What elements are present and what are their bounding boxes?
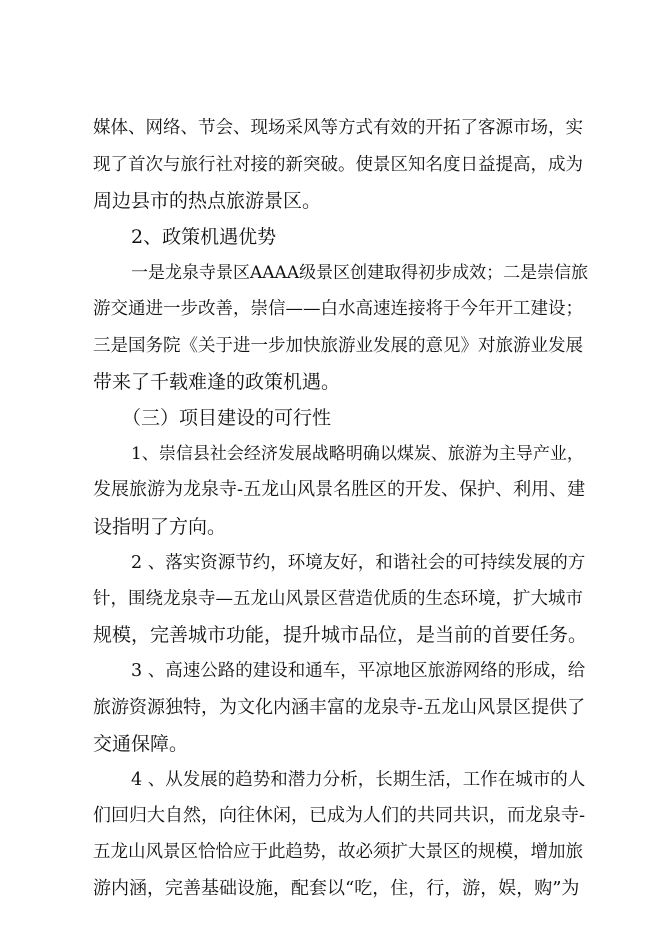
section-heading <box>0 220 662 254</box>
paragraph-line <box>0 691 662 725</box>
paragraph-line <box>0 872 662 906</box>
text-line: 现了首次与旅行社对接的新突破。使景区知名度日益提高，成为 <box>93 155 583 175</box>
paragraph-line <box>0 292 662 326</box>
text-line: 设指明了方向。 <box>93 516 227 538</box>
text-line: 1、崇信县社会经济发展战略明确以煤炭、旅游为主导产业， <box>131 444 584 464</box>
paragraph-line <box>0 546 662 580</box>
paragraph-line <box>0 727 662 761</box>
text-line: 一是龙泉寺景区AAAA级景区创建取得初步成效；二是崇信旅 <box>131 263 589 283</box>
text-line: 规模，完善城市功能，提升城市品位，是当前的首要任务。 <box>93 624 588 646</box>
text-line: 媒体、网络、节会、现场采风等方式有效的开拓了客源市场，实 <box>93 118 583 138</box>
paragraph-line <box>0 437 662 471</box>
text-line: 发展旅游为龙泉寺-五龙山风景名胜区的开发、保护、利用、建 <box>93 479 586 500</box>
paragraph-line <box>0 365 662 399</box>
text-line: 4 、从发展的趋势和潜力分析，长期生活，工作在城市的人 <box>131 770 586 790</box>
text-line: 2 、落实资源节约，环境友好，和谐社会的可持续发展的方 <box>131 553 586 573</box>
paragraph-line <box>0 148 662 182</box>
paragraph-line <box>0 111 662 145</box>
heading-text: （三）项目建设的可行性 <box>122 407 332 429</box>
text-line: 们回归大自然，向往休闲，已成为人们的共同共识，而龙泉寺- <box>93 805 586 826</box>
paragraph-line <box>0 473 662 507</box>
paragraph-line <box>0 329 662 363</box>
paragraph-line <box>0 835 662 869</box>
paragraph-line <box>0 582 662 616</box>
text-line: 游交通进一步改善，崇信——白水高速连接将于今年开工建设； <box>93 299 583 319</box>
text-line: 周边县市的热点旅游景区。 <box>93 190 322 212</box>
text-line: 游内涵，完善基础设施，配套以“吃，住，行，游，娱，购”为 <box>93 878 580 899</box>
paragraph-line <box>0 510 662 544</box>
paragraph-line <box>0 184 662 218</box>
text-line: 旅游资源独特，为文化内涵丰富的龙泉寺-五龙山风景区提供了 <box>93 697 586 718</box>
text-line: 五龙山风景区恰恰应于此趋势，故必须扩大景区的规模，增加旅 <box>93 842 583 862</box>
text-line: 带来了千载难逢的政策机遇。 <box>93 371 341 393</box>
paragraph-line <box>0 618 662 652</box>
text-line: 交通保障。 <box>93 733 189 755</box>
paragraph-line <box>0 654 662 688</box>
heading-text: 2、政策机遇优势 <box>131 226 277 248</box>
text-line: 3 、高速公路的建设和通车，平凉地区旅游网络的形成，给 <box>131 661 586 681</box>
section-heading <box>0 401 662 435</box>
text-line: 三是国务院《关于进一步加快旅游业发展的意见》对旅游业发展 <box>93 336 583 356</box>
paragraph-line <box>0 799 662 833</box>
text-line: 针，围绕龙泉寺—五龙山风景区营造优质的生态环境，扩大城市 <box>93 589 583 609</box>
paragraph-line <box>0 763 662 797</box>
paragraph-line <box>0 256 662 290</box>
